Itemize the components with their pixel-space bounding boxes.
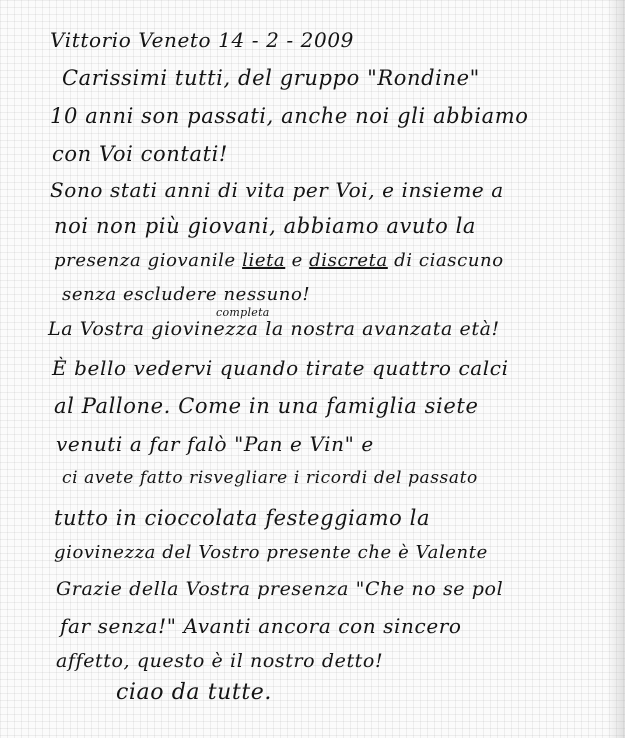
- letter-date: Vittorio Veneto 14 - 2 - 2009: [50, 28, 354, 52]
- letter-line: Grazie della Vostra presenza "Che no se pol: [56, 578, 504, 600]
- letter-text: di ciascuno: [394, 250, 504, 271]
- letter-text: e: [291, 250, 303, 271]
- underlined-word-lieta: lieta: [242, 250, 286, 271]
- letter-line: È bello vedervi quando tirate quattro calci: [52, 356, 509, 380]
- page-edge-shadow: [607, 0, 625, 738]
- letter-line: La Vostra giovinezza la nostra avanzata età!: [48, 318, 500, 340]
- letter-line: venuti a far falò "Pan e Vin" e: [56, 432, 374, 456]
- letter-line: con Voi contati!: [52, 142, 228, 166]
- letter-line: senza escludere nessuno!: [62, 284, 311, 305]
- letter-line: [54, 250, 504, 271]
- letter-line: Sono stati anni di vita per Voi, e insieme a: [50, 178, 504, 202]
- letter-line: tutto in cioccolata festeggiamo la: [54, 506, 431, 530]
- letter-closing: ciao da tutte.: [116, 680, 273, 705]
- letter-line: ci avete fatto risvegliare i ricordi del passato: [62, 468, 478, 488]
- letter-greeting: Carissimi tutti, del gruppo "Rondine": [62, 66, 480, 90]
- letter-line: far senza!" Avanti ancora con sincero: [60, 614, 462, 638]
- letter-line: giovinezza del Vostro presente che è Valente: [54, 542, 488, 563]
- letter-line: 10 anni son passati, anche noi gli abbiamo: [50, 104, 529, 128]
- letter-line: affetto, questo è il nostro detto!: [56, 650, 384, 672]
- letter-line: noi non più giovani, abbiamo avuto la: [54, 214, 477, 238]
- underlined-word-discreta: discreta: [309, 250, 388, 271]
- insertion-word: completa: [216, 306, 270, 319]
- letter-line: al Pallone. Come in una famiglia siete: [54, 394, 479, 418]
- letter-text: presenza giovanile: [54, 250, 236, 271]
